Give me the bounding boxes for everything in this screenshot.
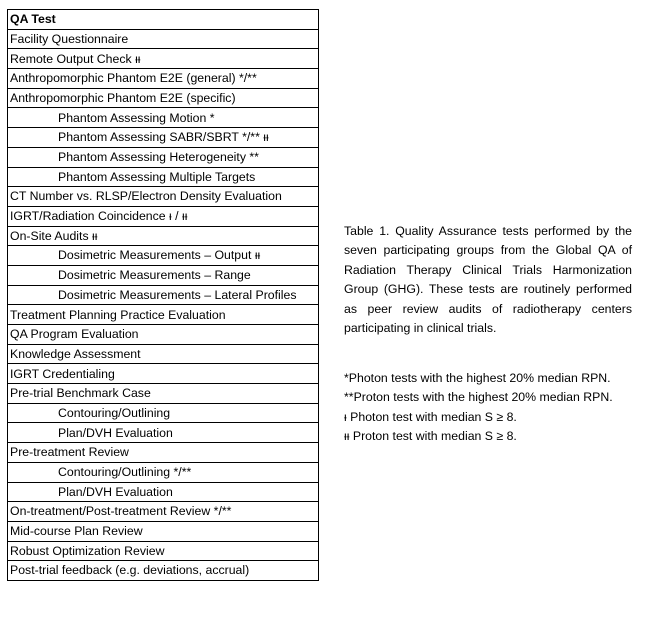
table-row [8, 305, 319, 325]
table-row [8, 147, 319, 167]
table-row [8, 187, 319, 207]
table-row [8, 344, 319, 364]
table-cell: Anthropomorphic Phantom E2E (general) */** [8, 69, 319, 89]
table-cell: Pre-trial Benchmark Case [8, 384, 319, 404]
table-row [8, 521, 319, 541]
qa-tests-table-body [8, 10, 319, 581]
table-cell: Knowledge Assessment [8, 344, 319, 364]
footnote: *Photon tests with the highest 20% median RPN. [344, 371, 611, 385]
table-cell: Dosimetric Measurements – Output ᵻᵻ [8, 246, 319, 266]
table-row [8, 108, 319, 128]
table-row [8, 364, 319, 384]
table-row [8, 29, 319, 49]
table-row [8, 206, 319, 226]
table-cell: IGRT/Radiation Coincidence ᵻ / ᵻᵻ [8, 206, 319, 226]
table-cell: Phantom Assessing Multiple Targets [8, 167, 319, 187]
table-cell: Plan/DVH Evaluation [8, 482, 319, 502]
table-row [8, 403, 319, 423]
table-row [8, 128, 319, 148]
table-cell: Mid-course Plan Review [8, 521, 319, 541]
table-cell: IGRT Credentialing [8, 364, 319, 384]
table-cell: Anthropomorphic Phantom E2E (specific) [8, 88, 319, 108]
table-row [8, 167, 319, 187]
table-cell: Dosimetric Measurements – Lateral Profiles [8, 285, 319, 305]
table-row [8, 325, 319, 345]
table-cell: Phantom Assessing Motion * [8, 108, 319, 128]
table-row [8, 443, 319, 463]
table-cell: Treatment Planning Practice Evaluation [8, 305, 319, 325]
table-cell: On-treatment/Post-treatment Review */** [8, 502, 319, 522]
table-row [8, 226, 319, 246]
table-cell: Phantom Assessing SABR/SBRT */** ᵻᵻ [8, 128, 319, 148]
table-row [8, 384, 319, 404]
table-cell: Facility Questionnaire [8, 29, 319, 49]
table-row [8, 423, 319, 443]
table-row [8, 265, 319, 285]
table-row [8, 88, 319, 108]
table-row [8, 561, 319, 581]
table-header-cell: QA Test [8, 10, 319, 30]
table-row [8, 69, 319, 89]
table-row [8, 285, 319, 305]
table-cell: Robust Optimization Review [8, 541, 319, 561]
table-header-row [8, 10, 319, 30]
table-caption: Table 1. Quality Assurance tests performed by the seven participating groups from the Global QA of Radiation Therapy Clinical Trials Harmonization Group (GHG). These tests are routinely performed as peer review audits of radiotherapy centers participating in clinical trials. [344, 224, 632, 336]
table-cell: Dosimetric Measurements – Range [8, 265, 319, 285]
footnote: ᵻᵻ Proton test with median S ≥ 8. [344, 429, 517, 444]
table-cell: On-Site Audits ᵻᵻ [8, 226, 319, 246]
table-cell: Contouring/Outlining */** [8, 462, 319, 482]
table-footnotes [344, 369, 632, 447]
table-cell: Phantom Assessing Heterogeneity ** [8, 147, 319, 167]
footnote: **Proton tests with the highest 20% median RPN. [344, 390, 613, 405]
table-row [8, 246, 319, 266]
table-cell: Contouring/Outlining [8, 403, 319, 423]
table-cell: Remote Output Check ᵻᵻ [8, 49, 319, 69]
table-row [8, 482, 319, 502]
table-cell: Plan/DVH Evaluation [8, 423, 319, 443]
qa-tests-table [7, 9, 319, 581]
table-cell: Pre-treatment Review [8, 443, 319, 463]
table-row [8, 502, 319, 522]
table-cell: QA Program Evaluation [8, 325, 319, 345]
table-row [8, 462, 319, 482]
table-cell: Post-trial feedback (e.g. deviations, accrual) [8, 561, 319, 581]
table-cell: CT Number vs. RLSP/Electron Density Evaluation [8, 187, 319, 207]
table-row [8, 541, 319, 561]
table-row [8, 49, 319, 69]
footnote: ᵻ Photon test with median S ≥ 8. [344, 409, 517, 424]
